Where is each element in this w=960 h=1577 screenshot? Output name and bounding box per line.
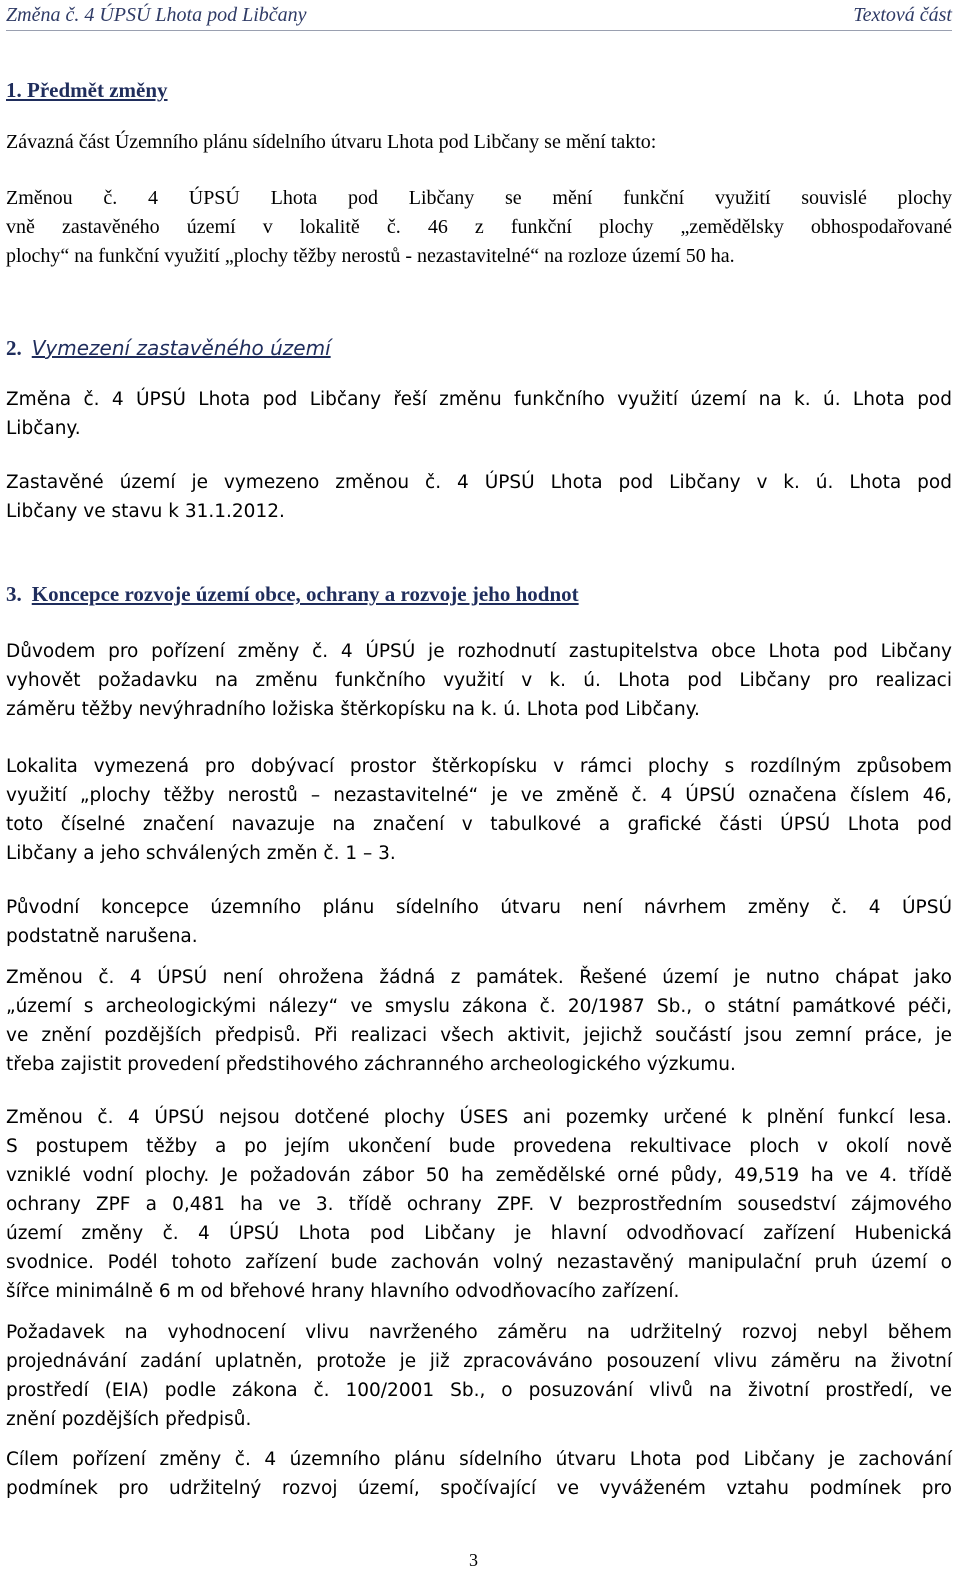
- section-3-paragraph-3: Původní koncepce územního plánu sídelního útvaru není návrhem změny č. 4 ÚPSÚ podstatně narušena.: [6, 897, 952, 947]
- page-number: 3: [469, 1550, 478, 1570]
- section-2-paragraph-2: Zastavěné území je vymezeno změnou č. 4 ÚPSÚ Lhota pod Libčany v k. ú. Lhota pod Libčany ve stavu k 31.1.2012.: [6, 472, 952, 522]
- section-3-paragraph-4: Změnou č. 4 ÚPSÚ není ohrožena žádná z památek. Řešené území je nutno chápat jako „území s archeologickými nálezy“ ve smyslu zákona č. 20/1987 Sb., o státní památkové péči, ve znění pozdějších předpisů. Při realizaci všech aktivit, jejichž součástí jsou zemní práce, je třeba zajistit provedení předstihového záchranného archeologického výzkumu.: [6, 967, 952, 1075]
- section-3-paragraph-5: Změnou č. 4 ÚPSÚ nejsou dotčené plochy ÚSES ani pozemky určené k plnění funkcí lesa. S postupem těžby a po jejím ukončení bude provedena rekultivace ploch v okolí nově vzniklé vodní plochy. Je požadován zábor 50 ha zemědělské orné půdy, 49,519 ha ve 4. třídě ochrany ZPF a 0,481 ha ve 3. třídě ochrany ZPF. V bezprostředním sousedství zájmového území změny č. 4 ÚPSÚ Lhota pod Libčany je hlavní odvodňovací zařízení Hubenická svodnice. Podél tohoto zařízení bude zachován volný nezastavěný manipulační pruh území o šířce minimálně 6 m od břehové hrany hlavního odvodňovacího zařízení.: [6, 1107, 952, 1302]
- header-section-label: Textová část: [853, 4, 952, 26]
- section-2-heading: 2. Vymezení zastavěného území: [6, 336, 331, 360]
- section-1-heading: 1. Předmět změny: [6, 78, 168, 102]
- section-3-heading: 3. Koncepce rozvoje území obce, ochrany a rozvoje jeho hodnot: [6, 582, 579, 606]
- section-3-paragraph-7: Cílem pořízení změny č. 4 územního plánu sídelního útvaru Lhota pod Libčany je zachování podmínek pro udržitelný rozvoj území, spočívající ve vyváženém vztahu podmínek pro: [6, 1449, 952, 1499]
- section-1-paragraph: Změnou č. 4 ÚPSÚ Lhota pod Libčany se mění funkční využití souvislé plochy vně zastavěného území v lokalitě č. 46 z funkční plochy „zemědělsky obhospodařované plochy“ na funkční využití „plochy těžby nerostů - nezastavitelné“ na rozloze území 50 ha.: [6, 187, 952, 267]
- section-2-paragraph-1: Změna č. 4 ÚPSÚ Lhota pod Libčany řeší změnu funkčního využití území na k. ú. Lhota pod Libčany.: [6, 389, 952, 439]
- section-3-paragraph-1: Důvodem pro pořízení změny č. 4 ÚPSÚ je rozhodnutí zastupitelstva obce Lhota pod Libčany vyhovět požadavku na změnu funkčního využití v k. ú. Lhota pod Libčany pro realizaci záměru těžby nevýhradního ložiska štěrkopísku na k. ú. Lhota pod Libčany.: [6, 641, 952, 720]
- section-3-paragraph-2: Lokalita vymezená pro dobývací prostor štěrkopísku v rámci plochy s rozdílným způsobem využití „plochy těžby nerostů – nezastavitelné“ je ve změně č. 4 ÚPSÚ označena číslem 46, toto číselné značení navazuje na značení v tabulkové a grafické části ÚPSÚ Lhota pod Libčany a jeho schválených změn č. 1 – 3.: [6, 756, 952, 864]
- section-1-intro: Závazná část Územního plánu sídelního útvaru Lhota pod Libčany se mění takto:: [6, 131, 657, 153]
- section-3-paragraph-6: Požadavek na vyhodnocení vlivu navrženého záměru na udržitelný rozvoj nebyl během projednávání zadání uplatněn, protože je již zpracováváno posouzení vlivu záměru na životní prostředí (EIA) podle zákona č. 100/2001 Sb., o posuzování vlivů na životní prostředí, ve znění pozdějších předpisů.: [6, 1322, 952, 1430]
- running-header: [6, 4, 952, 31]
- header-document-title: Změna č. 4 ÚPSÚ Lhota pod Libčany: [6, 4, 307, 26]
